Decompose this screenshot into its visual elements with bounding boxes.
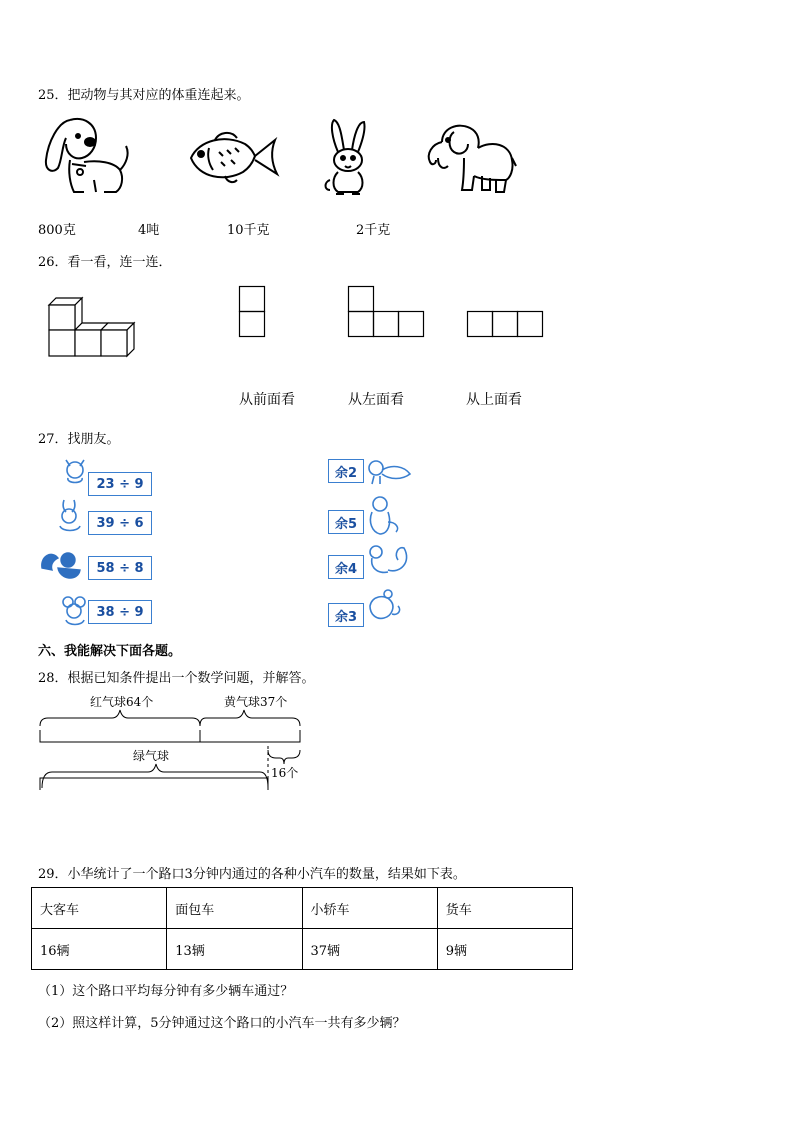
table-value-cell: 16辆 bbox=[32, 929, 167, 970]
view-label-front: 从前面看 bbox=[239, 392, 295, 408]
table-header-row bbox=[32, 888, 573, 929]
view-l-shape bbox=[347, 285, 429, 341]
squirrel-outline-icon bbox=[364, 540, 416, 580]
mouse-icon bbox=[58, 594, 92, 628]
view-two-stacked bbox=[238, 285, 268, 341]
q28-title: 28．根据已知条件提出一个数学问题，并解答。 bbox=[38, 671, 315, 686]
squirrel-icon bbox=[38, 546, 90, 586]
rabbit-picture bbox=[318, 116, 378, 200]
q29-sub1: （1）这个路口平均每分钟有多少辆车通过？ bbox=[38, 984, 294, 999]
weight-10kg: 10千克 bbox=[227, 223, 270, 238]
view-label-left: 从左面看 bbox=[348, 392, 404, 408]
rabbit-icon bbox=[50, 496, 90, 536]
table-value-cell: 9辆 bbox=[437, 929, 572, 970]
weight-4t: 4吨 bbox=[138, 223, 160, 238]
q25-title: 25．把动物与其对应的体重连起来。 bbox=[38, 88, 250, 103]
table-value-cell: 13辆 bbox=[167, 929, 302, 970]
mouse-outline-icon bbox=[364, 586, 404, 626]
q26-title: 26．看一看，连一连． bbox=[38, 255, 172, 270]
weight-800g: 800克 bbox=[38, 223, 76, 238]
bird-icon bbox=[364, 456, 414, 488]
remainder-4: 余4 bbox=[328, 555, 364, 579]
table-header-cell: 大客车 bbox=[32, 888, 167, 929]
view-label-top: 从上面看 bbox=[466, 392, 522, 408]
table-header-cell: 小轿车 bbox=[302, 888, 437, 929]
table-header-cell: 面包车 bbox=[167, 888, 302, 929]
table-header-cell: 货车 bbox=[437, 888, 572, 929]
dog-picture bbox=[40, 112, 140, 202]
q29-sub2: （2）照这样计算，5分钟通过这个路口的小汽车一共有多少辆？ bbox=[38, 1016, 406, 1031]
q27-title: 27．找朋友。 bbox=[38, 432, 120, 447]
q29-title: 29．小华统计了一个路口3分钟内通过的各种小汽车的数量，结果如下表。 bbox=[38, 867, 466, 882]
remainder-5: 余5 bbox=[328, 510, 364, 534]
weight-2kg: 2千克 bbox=[356, 223, 391, 238]
division-38-9: 38 ÷ 9 bbox=[88, 600, 152, 624]
car-count-table bbox=[31, 887, 573, 970]
monkey-icon bbox=[362, 494, 402, 538]
division-39-6: 39 ÷ 6 bbox=[88, 511, 152, 535]
division-23-9: 23 ÷ 9 bbox=[88, 472, 152, 496]
remainder-2: 余2 bbox=[328, 459, 364, 483]
view-three-row bbox=[466, 310, 548, 340]
line-segment-diagram bbox=[36, 706, 306, 792]
division-58-8: 58 ÷ 8 bbox=[88, 556, 152, 580]
green-balloon-label: 绿气球 bbox=[133, 749, 170, 763]
cube-solid-figure bbox=[46, 293, 138, 359]
table-value-row bbox=[32, 929, 573, 970]
cat-icon bbox=[58, 454, 92, 488]
yellow-balloon-label: 黄气球37个 bbox=[224, 695, 288, 709]
elephant-picture bbox=[424, 118, 518, 198]
table-value-cell: 37辆 bbox=[302, 929, 437, 970]
fish-picture bbox=[185, 128, 281, 186]
section6-title: 六、我能解决下面各题。 bbox=[38, 644, 182, 659]
remainder-3: 余3 bbox=[328, 603, 364, 627]
difference-label: 16个 bbox=[271, 766, 299, 780]
red-balloon-label: 红气球64个 bbox=[90, 695, 154, 709]
